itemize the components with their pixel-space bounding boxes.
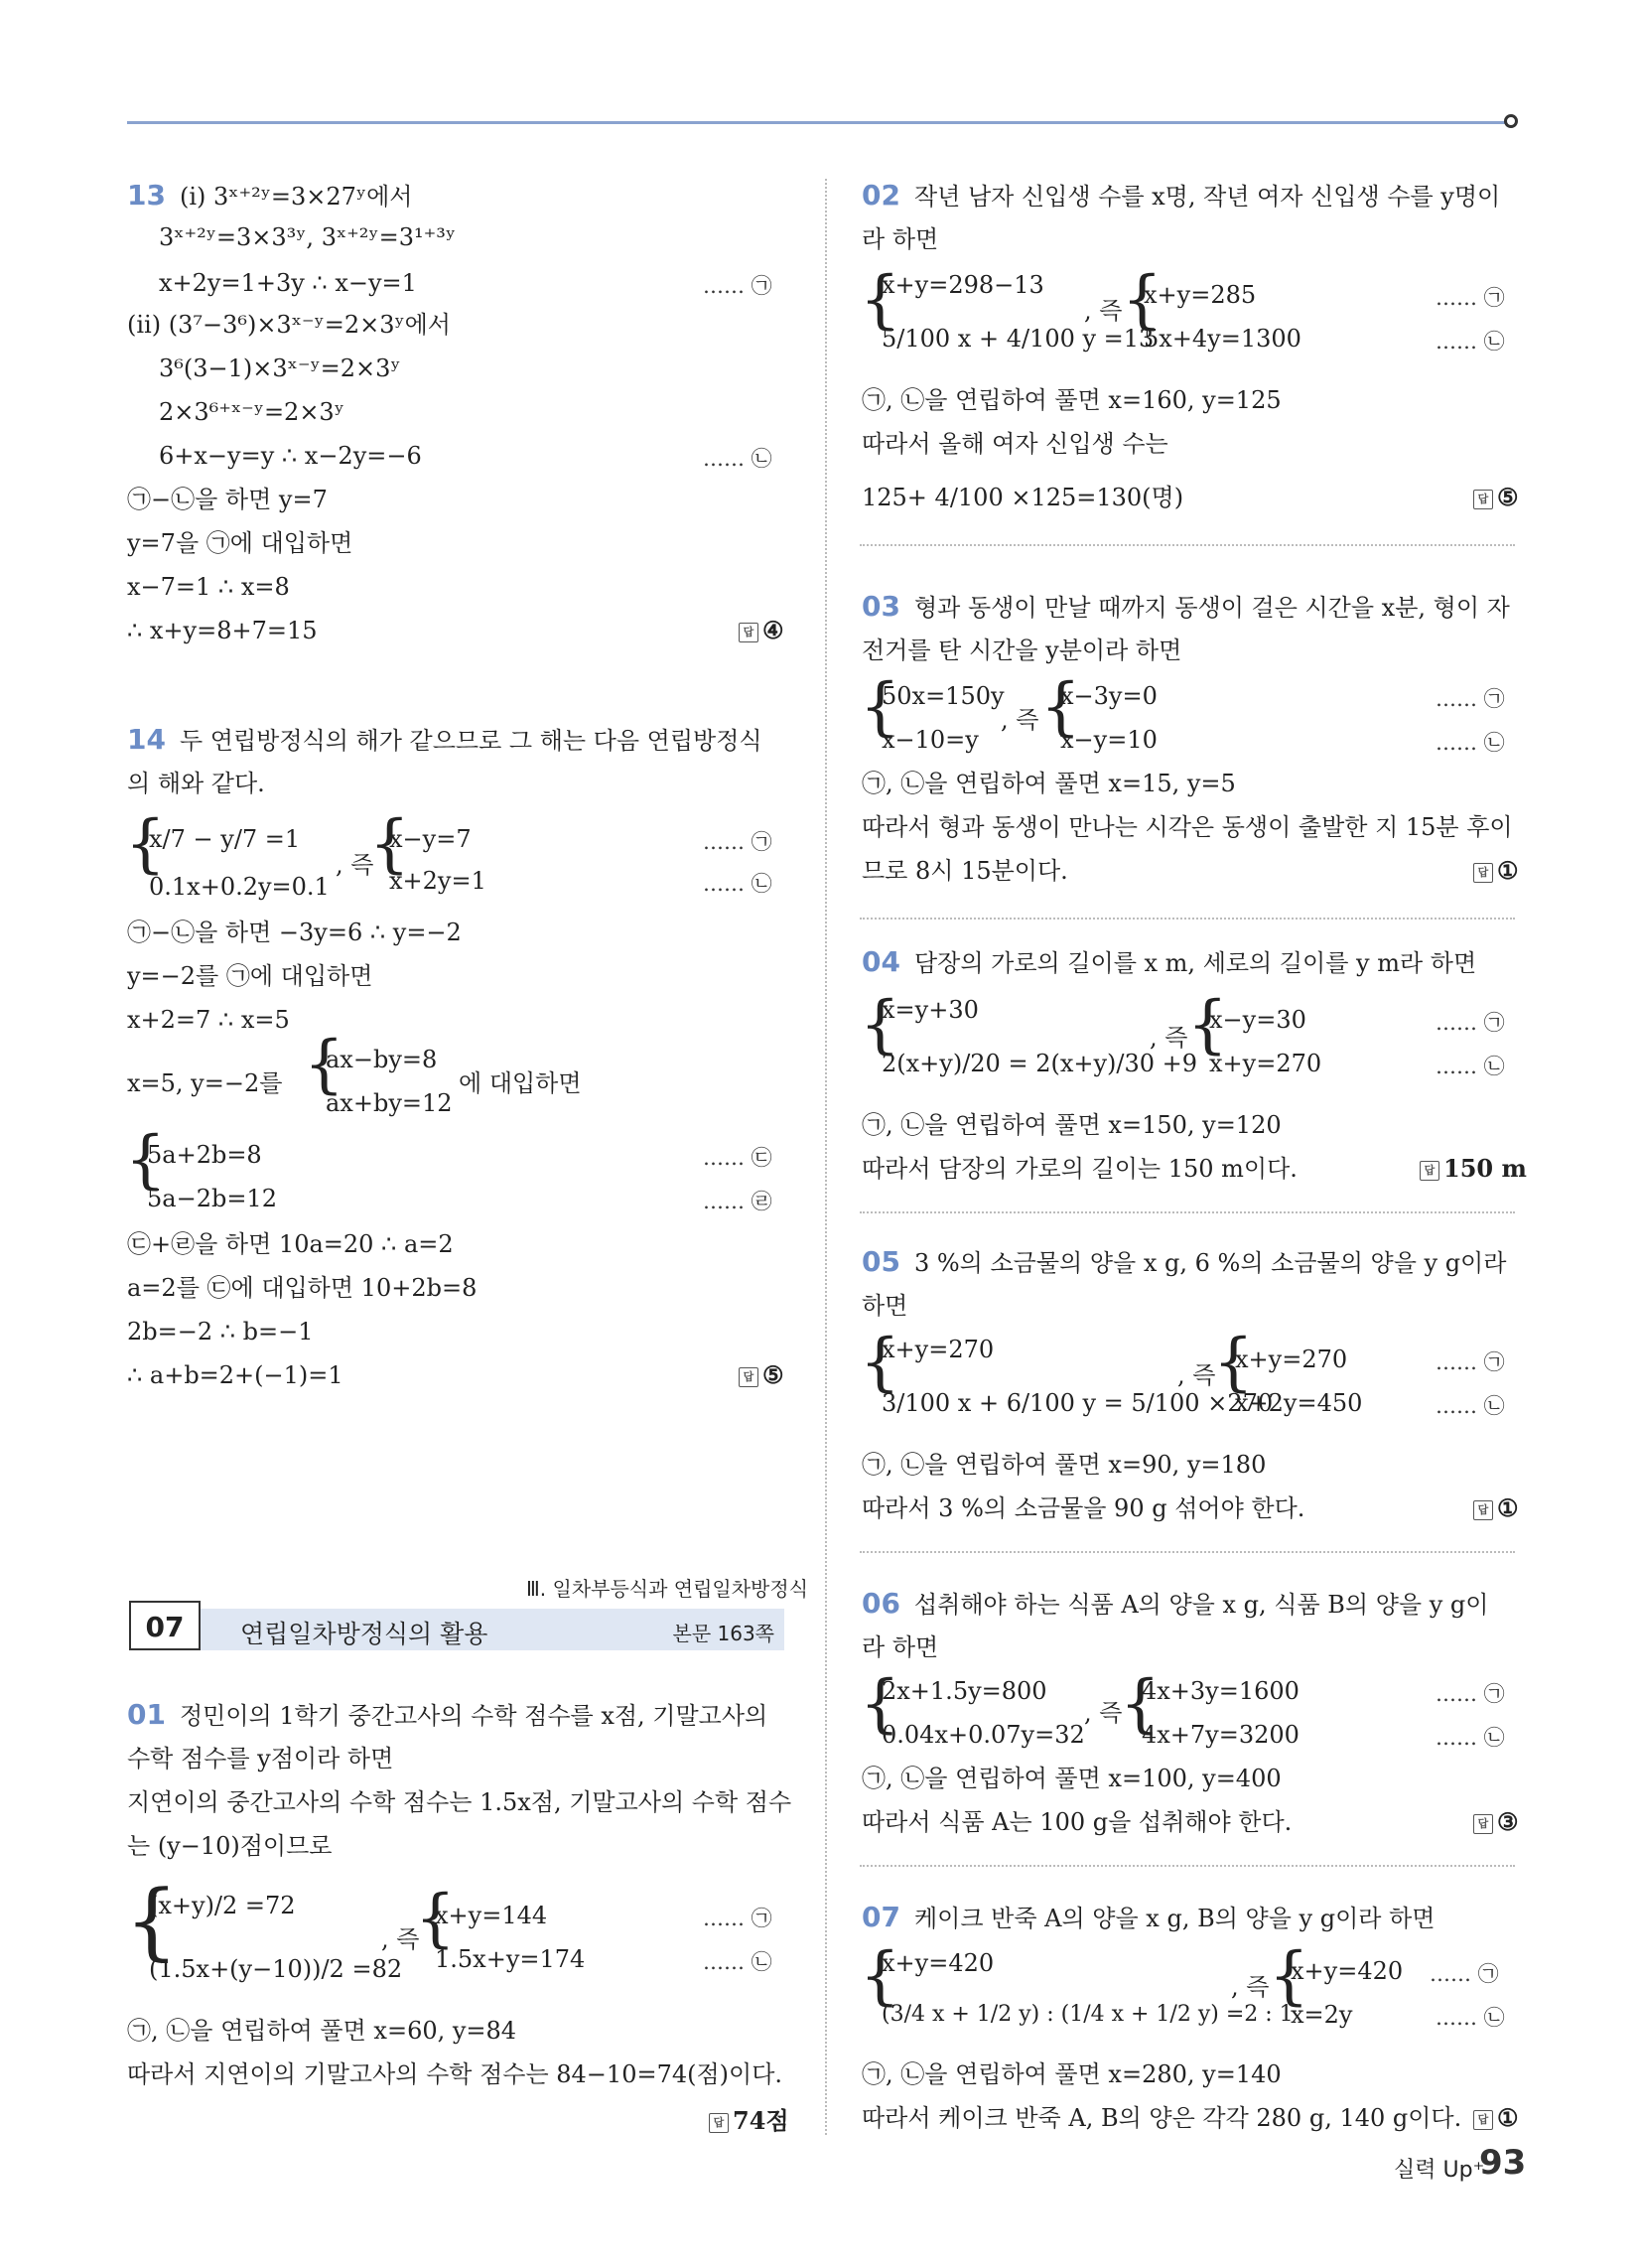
system-brace: { — [860, 263, 900, 337]
problem-number: 13 — [127, 179, 166, 212]
problem-number: 07 — [862, 1901, 900, 1933]
solution-line: x−7=1 ∴ x=8 — [127, 573, 290, 601]
equation-mark: …… ㉠ — [1436, 687, 1505, 711]
system-brace: { — [369, 807, 410, 881]
system-brace: { — [860, 988, 900, 1062]
section-divider — [860, 1865, 1515, 1867]
system-equation: x−10=y — [882, 726, 979, 754]
system-equation: x+y=270 — [882, 1336, 995, 1363]
solution-line: 2×3⁶⁺ˣ⁻ʸ=2×3ʸ — [159, 398, 344, 426]
answer-icon: 답 — [1473, 1500, 1493, 1520]
system-brace: { — [1213, 1326, 1254, 1399]
answer — [1473, 2103, 1519, 2132]
solution-line: ㉠, ㉡을 연립하여 풀면 x=90, y=180 — [862, 1451, 1267, 1479]
answer-icon: 답 — [1473, 863, 1493, 883]
solution-line: 3ˣ⁺²ʸ=3×3³ʸ, 3ˣ⁺²ʸ=3¹⁺³ʸ — [159, 223, 457, 251]
equation-mark: …… ㉠ — [1436, 1682, 1505, 1706]
solution-line: 125+ 4/100 ×125=130(명) — [862, 484, 1184, 511]
answer-icon: 답 — [739, 623, 758, 642]
solution-line: ㉠−㉡을 하면 −3y=6 ∴ y=−2 — [127, 919, 462, 946]
solution-line: 전거를 탄 시간을 y분이라 하면 — [862, 637, 1182, 664]
section-title: 연립일차방정식의 활용 — [240, 1620, 488, 1648]
solution-line: 수학 점수를 y점이라 하면 — [127, 1745, 394, 1772]
section-divider — [860, 1551, 1515, 1553]
top-rule-dot — [1504, 114, 1518, 128]
system-equation: x−y=7 — [389, 825, 472, 853]
solution-line: x=5, y=−2를 — [127, 1069, 283, 1097]
solution-line: 라 하면 — [862, 225, 939, 253]
solution-line: 따라서 지연이의 기말고사의 수학 점수는 84−10=74(점)이다. — [127, 2060, 783, 2088]
section-divider — [860, 544, 1515, 546]
problem-number: 14 — [127, 723, 166, 756]
system-brace: { — [125, 1123, 166, 1197]
answer-value: ⑤ — [762, 1360, 784, 1389]
problem-number: 03 — [862, 590, 900, 623]
answer — [1473, 1493, 1519, 1522]
equation-mark: …… ㉠ — [1436, 286, 1505, 310]
equation-mark: …… ㉡ — [1436, 1394, 1505, 1418]
solution-line: 따라서 담장의 가로의 길이는 150 m이다. — [862, 1155, 1298, 1183]
solution-line: x+2=7 ∴ x=5 — [127, 1006, 290, 1034]
answer-icon: 답 — [1420, 1161, 1439, 1181]
answer-value: ③ — [1497, 1807, 1519, 1836]
system-equation: x+y=298−13 — [882, 271, 1044, 299]
solution-line: 따라서 케이크 반죽 A, B의 양은 각각 280 g, 140 g이다. — [862, 2104, 1462, 2132]
system-equation: x+y=144 — [435, 1902, 548, 1929]
answer — [1473, 1807, 1519, 1836]
section-header — [127, 1601, 784, 1656]
solution-line: ㉢+㉣을 하면 10a=20 ∴ a=2 — [127, 1230, 454, 1258]
system-equation: x+y=420 — [1291, 1957, 1404, 1985]
answer — [739, 616, 784, 644]
equation-mark: …… ㉡ — [1436, 330, 1505, 354]
system-equation: (x+y)/2 =72 — [149, 1892, 296, 1919]
equation-mark: …… ㉠ — [1436, 1011, 1505, 1035]
answer-value: ① — [1497, 1493, 1519, 1522]
solution-line: (ⅱ) (3⁷−3⁶)×3ˣ⁻ʸ=2×3ʸ에서 — [127, 311, 451, 339]
answer-value: ⑤ — [1497, 483, 1519, 511]
problem-number: 02 — [862, 179, 900, 212]
solution-line: 따라서 3 %의 소금물을 90 g 섞어야 한다. — [862, 1494, 1305, 1522]
answer — [1473, 483, 1519, 511]
equation-mark: …… ㉠ — [1430, 1962, 1499, 1986]
solution-line: 6+x−y=y ∴ x−2y=−6 — [159, 442, 422, 470]
problem-number: 04 — [862, 945, 900, 978]
system-brace: { — [1120, 1667, 1161, 1741]
system-equation: 0.04x+0.07y=32 — [882, 1721, 1085, 1749]
system-equation: x+y=420 — [882, 1949, 995, 1977]
solution-line: 케이크 반죽 A의 양을 x g, B의 양을 y g이라 하면 — [913, 1905, 1436, 1932]
solution-line: 의 해와 같다. — [127, 770, 265, 797]
solution-line: 는 (y−10)점이므로 — [127, 1832, 333, 1860]
connector: , 즉 — [381, 1925, 420, 1953]
problem-number: 01 — [127, 1698, 166, 1731]
equation-mark: …… ㉡ — [1436, 1726, 1505, 1750]
system-brace: { — [125, 1872, 179, 1969]
solution-line: 두 연립방정식의 해가 같으므로 그 해는 다음 연립방정식 — [179, 727, 762, 755]
system-equation: (1.5x+(y−10))/2 =82 — [149, 1955, 403, 1983]
system-equation: 0.1x+0.2y=0.1 — [149, 873, 330, 901]
solution-line: a=2를 ㉢에 대입하면 10+2b=8 — [127, 1274, 478, 1302]
connector: , 즉 — [1177, 1361, 1216, 1389]
connector: , 즉 — [1001, 706, 1039, 734]
section-divider — [860, 1211, 1515, 1213]
system-equation: ax+by=12 — [326, 1089, 453, 1117]
answer — [1473, 856, 1519, 885]
solution-line: y=7을 ㉠에 대입하면 — [127, 529, 353, 557]
answer-icon: 답 — [1473, 490, 1493, 509]
system-brace: { — [1269, 1939, 1309, 2013]
system-brace: { — [1122, 263, 1163, 337]
equation-mark: …… ㉡ — [703, 1950, 772, 1974]
solution-line: 므로 8시 15분이다. — [862, 857, 1068, 885]
connector: , 즉 — [1150, 1024, 1188, 1052]
system-equation: 4x+3y=1600 — [1142, 1677, 1300, 1705]
answer — [739, 1360, 784, 1389]
system-equation: x−y=30 — [1209, 1006, 1306, 1034]
equation-mark: …… ㉡ — [1436, 2006, 1505, 2030]
solution-line: 형과 동생이 만날 때까지 동생이 걸은 시간을 x분, 형이 자 — [913, 594, 1510, 622]
answer-icon: 답 — [1473, 1814, 1493, 1834]
solution-line: 하면 — [862, 1292, 908, 1320]
solution-line: 작년 남자 신입생 수를 x명, 작년 여자 신입생 수를 y명이 — [913, 183, 1501, 211]
answer — [1420, 1154, 1527, 1183]
system-brace: { — [860, 1667, 900, 1741]
solution-line: ㉠, ㉡을 연립하여 풀면 x=280, y=140 — [862, 2060, 1282, 2088]
solution-line: 지연이의 중간고사의 수학 점수는 1.5x점, 기말고사의 수학 점수 — [127, 1788, 792, 1816]
section-number: 07 — [129, 1601, 201, 1650]
solution-line: (ⅰ) 3ˣ⁺²ʸ=3×27ʸ에서 — [179, 183, 413, 211]
system-equation: 5a−2b=12 — [147, 1185, 277, 1212]
top-rule — [127, 121, 1513, 124]
answer-icon: 답 — [1473, 2110, 1493, 2130]
solution-line: ㉠−㉡을 하면 y=7 — [127, 486, 328, 513]
solution-line: 라 하면 — [862, 1633, 939, 1661]
section-divider — [860, 918, 1515, 920]
system-brace: { — [125, 807, 166, 881]
connector: , 즉 — [336, 851, 374, 879]
answer-value: 74점 — [733, 2106, 789, 2135]
problem-number: 05 — [862, 1245, 900, 1278]
system-brace: { — [860, 670, 900, 744]
solution-line: 2b=−2 ∴ b=−1 — [127, 1318, 314, 1346]
solution-line: 정민이의 1학기 중간고사의 수학 점수를 x점, 기말고사의 — [179, 1702, 768, 1730]
footer-book-label: 실력 Up⁺ — [1394, 2158, 1485, 2183]
solution-line: 3⁶(3−1)×3ˣ⁻ʸ=2×3ʸ — [159, 354, 401, 382]
system-equation: 1.5x+y=174 — [435, 1945, 586, 1973]
solution-line: 따라서 올해 여자 신입생 수는 — [862, 430, 1168, 458]
solution-line: ∴ x+y=8+7=15 — [127, 617, 318, 644]
system-equation: x−y=10 — [1060, 726, 1158, 754]
solution-line: ㉠, ㉡을 연립하여 풀면 x=15, y=5 — [862, 770, 1236, 797]
solution-line: 섭취해야 하는 식품 A의 양을 x g, 식품 B의 양을 y g이 — [913, 1591, 1489, 1619]
system-equation: 50x=150y — [882, 682, 1005, 710]
system-equation: ax−by=8 — [326, 1046, 438, 1073]
system-equation: 2x+1.5y=800 — [882, 1677, 1047, 1705]
answer-value: ① — [1497, 856, 1519, 885]
answer — [709, 2101, 789, 2136]
equation-mark: …… ㉠ — [703, 274, 772, 298]
system-equation: x=y+30 — [882, 996, 979, 1024]
page-number: 93 — [1479, 2143, 1527, 2183]
system-equation: x+2y=1 — [389, 867, 486, 895]
solution-line: ㉠, ㉡을 연립하여 풀면 x=60, y=84 — [127, 2017, 517, 2045]
answer-icon: 답 — [709, 2113, 729, 2133]
system-brace: { — [860, 1326, 900, 1399]
system-equation: 5a+2b=8 — [147, 1141, 262, 1169]
solution-line: 담장의 가로의 길이를 x m, 세로의 길이를 y m라 하면 — [913, 949, 1477, 977]
solution-line: ㉠, ㉡을 연립하여 풀면 x=160, y=125 — [862, 386, 1282, 414]
solution-line: ∴ a+b=2+(−1)=1 — [127, 1361, 343, 1389]
system-equation: 3/100 x + 6/100 y = 5/100 ×270 — [882, 1389, 1274, 1417]
system-equation: (3/4 x + 1/2 y) : (1/4 x + 1/2 y) =2 : 1 — [882, 2002, 1294, 2027]
system-equation: 4x+7y=3200 — [1142, 1721, 1300, 1749]
answer-value: ① — [1497, 2103, 1519, 2132]
equation-mark: …… ㉢ — [703, 1146, 772, 1170]
equation-mark: …… ㉣ — [703, 1190, 772, 1213]
system-equation: x/7 − y/7 =1 — [149, 825, 301, 853]
equation-mark: …… ㉡ — [1436, 731, 1505, 755]
solution-line: 따라서 형과 동생이 만나는 시각은 동생이 출발한 지 15분 후이 — [862, 813, 1513, 841]
system-brace: { — [415, 1882, 456, 1955]
section-page-ref: 본문 163쪽 — [672, 1622, 774, 1645]
solution-line: 에 대입하면 — [459, 1069, 582, 1097]
system-equation: x+y=270 — [1235, 1346, 1348, 1373]
system-brace: { — [304, 1028, 344, 1101]
answer-value: ④ — [762, 616, 784, 644]
equation-mark: …… ㉠ — [703, 1907, 772, 1930]
answer-value: 150 m — [1443, 1154, 1527, 1183]
equation-mark: …… ㉠ — [1436, 1350, 1505, 1374]
connector: , 즉 — [1084, 297, 1123, 325]
solution-line: 3 %의 소금물의 양을 x g, 6 %의 소금물의 양을 y g이라 — [913, 1249, 1507, 1277]
connector: , 즉 — [1084, 1699, 1123, 1727]
system-equation: 2(x+y)/20 = 2(x+y)/30 +9 — [882, 1050, 1198, 1077]
system-equation: x+2y=450 — [1235, 1389, 1363, 1417]
system-equation: x=2y — [1291, 2001, 1353, 2029]
equation-mark: …… ㉠ — [703, 830, 772, 854]
system-equation: x−3y=0 — [1060, 682, 1158, 710]
solution-line: 따라서 식품 A는 100 g을 섭취해야 한다. — [862, 1808, 1293, 1836]
equation-mark: …… ㉡ — [1436, 1055, 1505, 1078]
system-brace: { — [1040, 670, 1081, 744]
system-brace: { — [860, 1939, 900, 2013]
equation-mark: …… ㉡ — [703, 447, 772, 471]
system-equation: x+y=285 — [1144, 281, 1257, 309]
system-equation: 5x+4y=1300 — [1144, 325, 1301, 353]
column-divider — [825, 179, 827, 2135]
solution-line: y=−2를 ㉠에 대입하면 — [127, 962, 373, 990]
system-equation: 5/100 x + 4/100 y =13 — [882, 325, 1155, 353]
equation-mark: …… ㉡ — [703, 872, 772, 896]
chapter-label: Ⅲ. 일차부등식과 연립일차방정식 — [526, 1577, 809, 1601]
solution-line: x+2y=1+3y ∴ x−y=1 — [159, 269, 417, 297]
system-equation: x+y=270 — [1209, 1050, 1322, 1077]
system-brace: { — [1187, 988, 1228, 1062]
solution-line: ㉠, ㉡을 연립하여 풀면 x=150, y=120 — [862, 1111, 1282, 1139]
answer-icon: 답 — [739, 1367, 758, 1387]
connector: , 즉 — [1231, 1973, 1270, 2001]
solution-line: ㉠, ㉡을 연립하여 풀면 x=100, y=400 — [862, 1765, 1282, 1792]
problem-number: 06 — [862, 1587, 900, 1620]
